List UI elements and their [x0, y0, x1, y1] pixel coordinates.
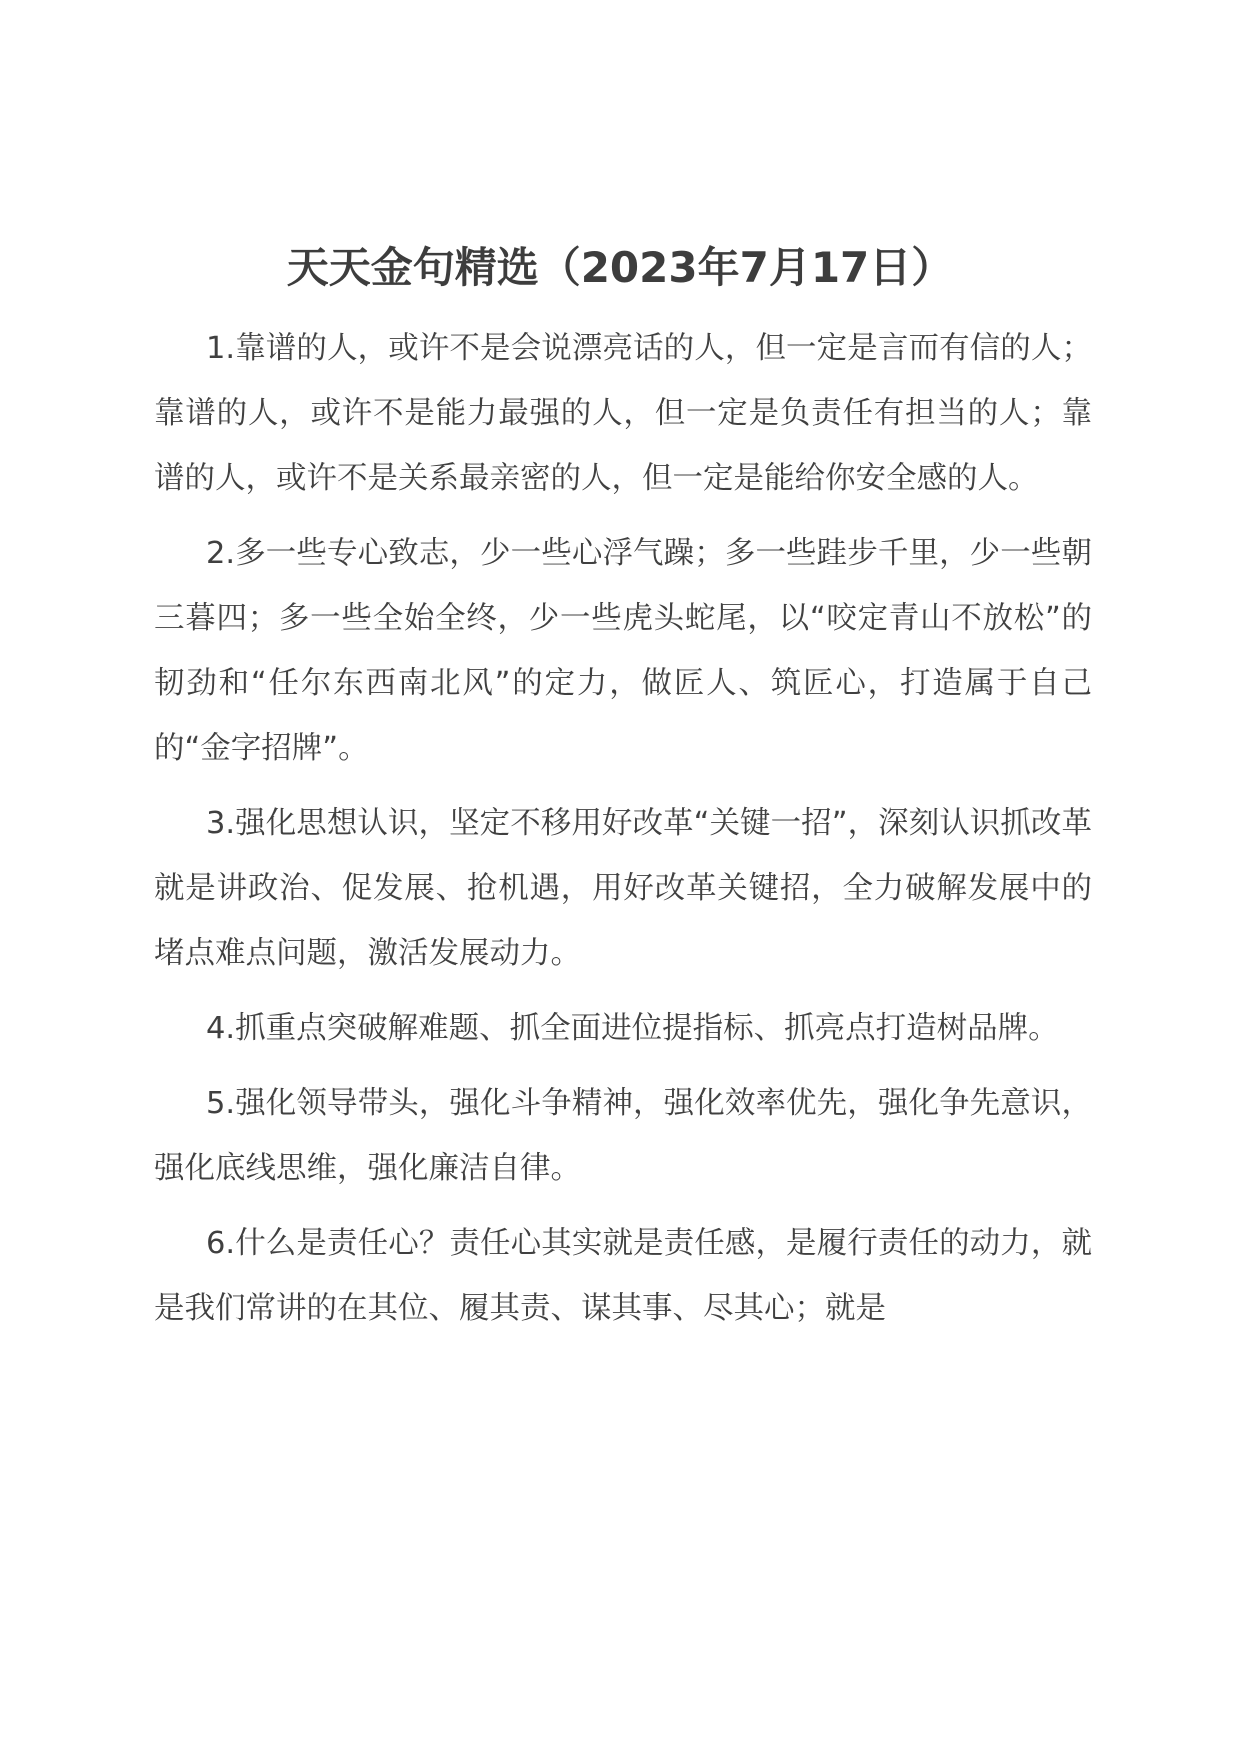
paragraph-3: 3.强化思想认识，坚定不移用好改革“关键一招”，深刻认识抓改革就是讲政治、促发展、抢机遇，用好改革关键招，全力破解发展中的堵点难点问题，激活发展动力。 — [154, 806, 1092, 971]
paragraph-6: 6.什么是责任心？责任心其实就是责任感，是履行责任的动力，就是我们常讲的在其位、履其责、谋其事、尽其心；就是 — [154, 1226, 1092, 1326]
document-body — [154, 316, 1092, 1351]
paragraph-4: 4.抓重点突破解难题、抓全面进位提指标、抓亮点打造树品牌。 — [206, 1011, 1059, 1046]
paragraph-1: 1.靠谱的人，或许不是会说漂亮话的人，但一定是言而有信的人；靠谱的人，或许不是能力最强的人，但一定是负责任有担当的人；靠谱的人，或许不是关系最亲密的人，但一定是能给你安全感的人。 — [154, 331, 1092, 496]
document-title: 天天金句精选（2023年7月17日） — [286, 243, 954, 292]
paragraph-5: 5.强化领导带头，强化斗争精神，强化效率优先，强化争先意识，强化底线思维，强化廉洁自律。 — [154, 1086, 1092, 1186]
paragraph-2: 2.多一些专心致志，少一些心浮气躁；多一些跬步千里，少一些朝三暮四；多一些全始全终，少一些虎头蛇尾，以“咬定青山不放松”的韧劲和“任尔东西南北风”的定力，做匠人、筑匠心，打造属于自己的“金字招牌”。 — [154, 536, 1092, 766]
